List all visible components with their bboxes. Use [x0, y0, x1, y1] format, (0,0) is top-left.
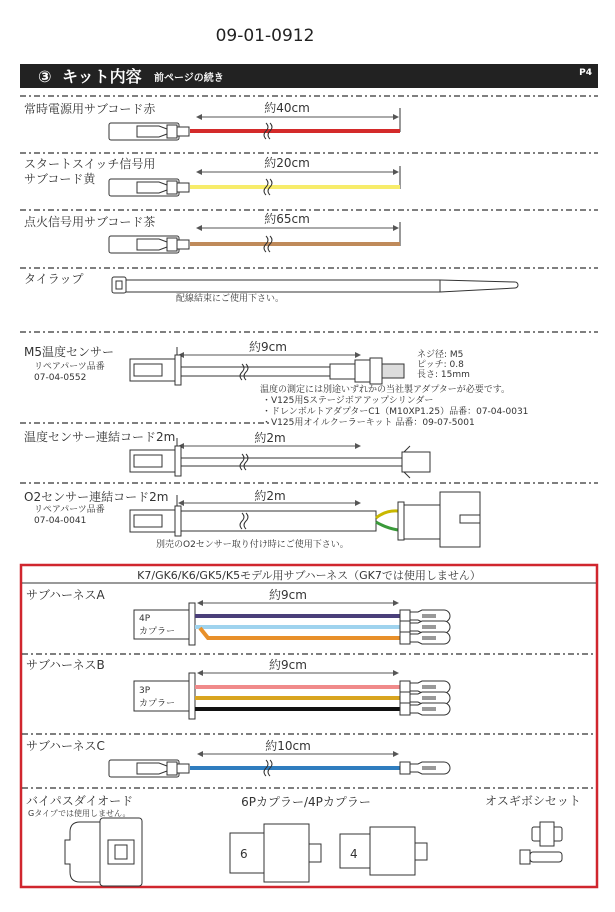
o2-part-number: 07-04-0041 [34, 516, 87, 526]
break-mark-icon [240, 454, 248, 470]
bypass-diode-note: Gタイプでは使用しません。 [28, 809, 131, 818]
m5-spec-length: 長さ: 15mm [417, 370, 470, 380]
yellow-cord-label-1: スタートスイッチ信号用 [24, 157, 156, 171]
subharness-b-label: サブハーネスB [26, 658, 105, 672]
coupler-4p-label: 4P [139, 614, 151, 624]
document-id: 09-01-0912 [215, 26, 315, 46]
m5-spec-pitch: ピッチ: 0.8 [417, 360, 464, 370]
female-terminal-icon [109, 760, 189, 777]
m5-note: ・ドレンボルトアダプターC1（M10XP1.25）品番：07-04-0031 [262, 407, 529, 417]
male-terminal-icon [400, 632, 450, 644]
male-connector-icon [130, 446, 181, 476]
m5-note: ・V125用オイルクーラーキット 品番：09-07-5001 [262, 418, 475, 428]
male-terminal-icon [400, 610, 450, 622]
section-title: キット内容 [62, 67, 142, 86]
male-terminal-icon [400, 703, 450, 715]
brown-cord-label: 点火信号用サブコード茶 [24, 215, 156, 229]
red-cord-length: 約40cm [264, 101, 310, 115]
coupler-3p-label: 3P [139, 686, 151, 696]
yellow-cord-length: 約20cm [264, 156, 310, 170]
subharness-title: K7/GK6/K6/GK5/K5モデル用サブハーネス（GK7では使用しません） [137, 569, 481, 582]
break-mark-icon [240, 364, 248, 380]
coupler-3p-label: カプラー [139, 699, 176, 709]
male-connector-icon [130, 506, 181, 536]
tie-wrap-note: 配線結束にご使用下さい。 [176, 294, 285, 304]
sensor-connector-icon [130, 355, 181, 385]
terminal-set-icon [520, 822, 562, 864]
male-terminal-icon [400, 692, 450, 704]
female-terminal-icon [109, 236, 189, 253]
m5-sensor-length: 約9cm [249, 340, 287, 354]
m5-part-number: 07-04-0552 [34, 373, 87, 383]
temp-cord-length: 約2m [254, 431, 286, 445]
wire-a3 [200, 628, 400, 638]
o2-part-label: リペアパーツ品番 [34, 505, 105, 515]
subharness-b-length: 約9cm [269, 658, 307, 672]
tie-wrap-icon [112, 277, 518, 293]
subharness-c-length: 約10cm [265, 739, 311, 753]
brown-cord-length: 約65cm [264, 212, 310, 226]
o2-note: 別売のO2センサー取り付け時にご使用下さい。 [156, 540, 349, 550]
yellow-cord-label-2: サブコード黄 [24, 172, 96, 186]
male-terminal-icon [400, 621, 450, 633]
4p-coupler-number: 4 [350, 847, 358, 861]
male-terminal-icon [400, 762, 450, 774]
couplers-label: 6Pカプラー/4Pカプラー [241, 795, 371, 809]
female-terminal-icon [109, 179, 189, 196]
6p-coupler-number: 6 [240, 847, 248, 861]
section-subtitle: 前ページの続き [154, 73, 224, 84]
subharness-a-length: 約9cm [269, 588, 307, 602]
tie-wrap-label: タイラップ [24, 272, 84, 286]
male-terminal-icon [400, 681, 450, 693]
male-female-terminal-set-label: オスギボシセット [485, 794, 581, 808]
section-number: ③ [38, 67, 52, 86]
m5-note: ・V125用Sステージボアアップシリンダー [262, 396, 434, 406]
m5-note: 温度の測定には別途いずれかの当社製アダプターが必要です。 [260, 385, 511, 395]
temp-cord-label: 温度センサー連結コード2m [24, 430, 176, 444]
m5-spec-thread: ネジ径: M5 [417, 350, 464, 360]
o2-cord-length: 約2m [254, 489, 286, 503]
red-cord-label: 常時電源用サブコード赤 [24, 102, 156, 116]
m5-part-label: リペアパーツ品番 [34, 362, 105, 372]
bypass-diode-icon [65, 818, 142, 886]
subharness-c-label: サブハーネスC [26, 739, 105, 753]
m5-sensor-label: M5温度センサー [24, 345, 114, 359]
o2-sensor-connector-icon [398, 492, 480, 547]
o2-cord-label: O2センサー連結コード2m [24, 490, 169, 504]
page-number: P4 [579, 68, 592, 78]
subharness-a-label: サブハーネスA [26, 588, 105, 602]
female-terminal-icon [109, 123, 189, 140]
bypass-diode-label: バイパスダイオード [26, 794, 134, 808]
female-connector-icon [402, 446, 430, 478]
coupler-4p-label: カプラー [139, 627, 176, 637]
temperature-sensor-icon [330, 358, 404, 384]
